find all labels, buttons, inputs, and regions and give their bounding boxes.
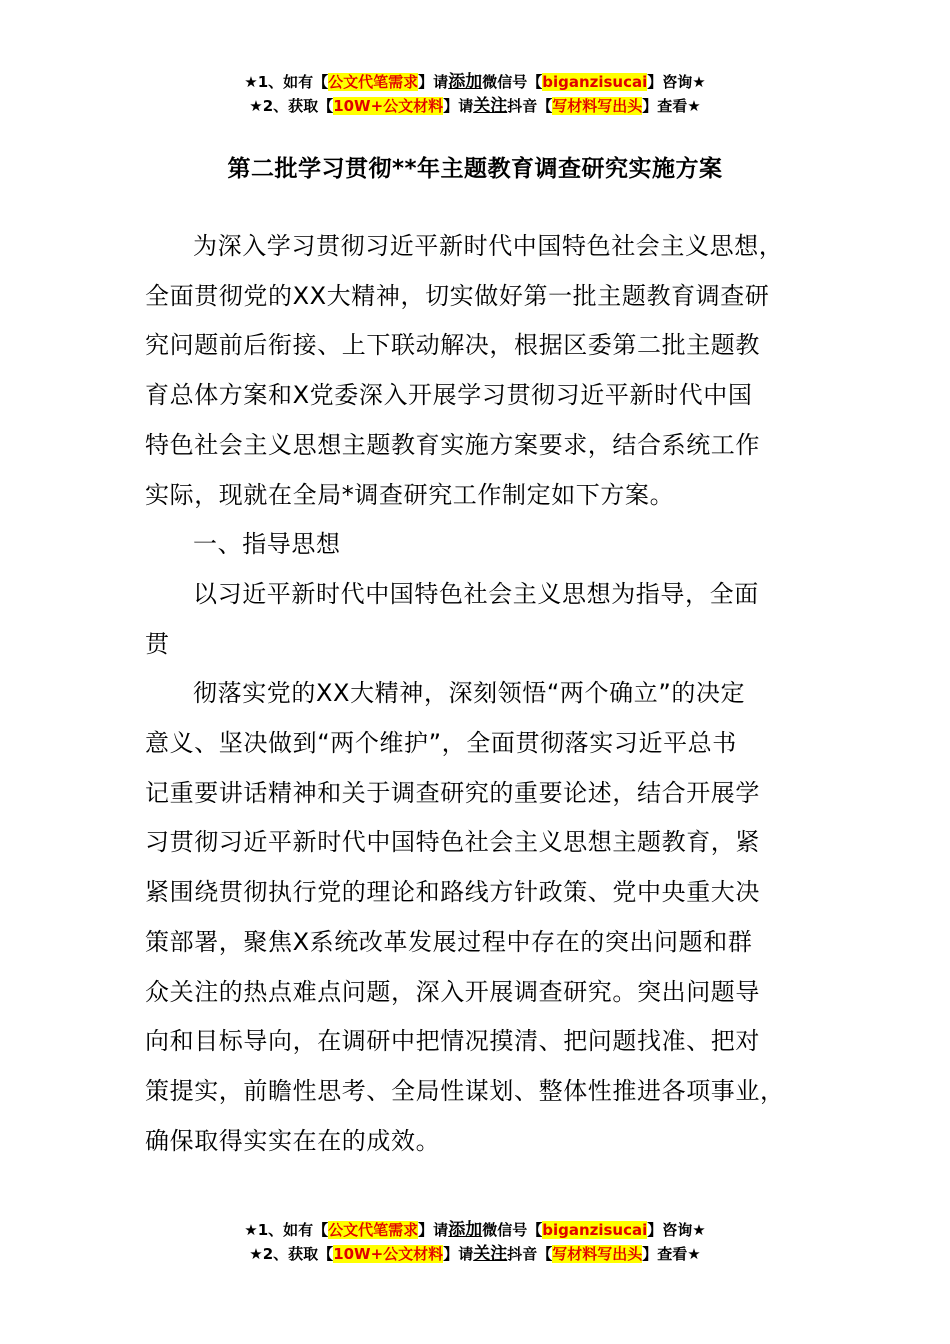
bottom-banner-line-1-suffix: 】咨询★ — [647, 1221, 706, 1239]
banner-line-2 — [0, 94, 950, 118]
bottom-banner-line-2-emphasis: 关注 — [473, 1244, 508, 1264]
intro-paragraph: 为深入学习贯彻习近平新时代中国特色社会主义思想， 全面贯彻党的XX大精神，切实做好第一批主题教育调查研 究问题前后衔接、上下联动解决，根据区委第二批主题教 育总体方案和X党委深入开展学习贯彻习近平新时代中国 特色社会主义思想主题教育实施方案要求，结合系统工作 实际，现就在全局*调查研究工作制定如下方案。 — [145, 232, 784, 509]
banner-line-2-mid2: 抖音【 — [507, 97, 553, 115]
banner-line-1-suffix: 】咨询★ — [647, 73, 706, 91]
section1-paragraph-2: 彻落实党的XX大精神，深刻领悟“两个确立”的决定 意义、坚决做到“两个维护”，全面贯彻落实习近平总书 记重要讲话精神和关于调查研究的重要论述，结合开展学 习贯彻习近平新时代中国特色社会主义思想主题教育，紧 紧围绕贯彻执行党的理论和路线方针政策、党中央重大决 策部署，聚焦X系统改革发展过程中存在的突出问题和群 众关注的热点难点问题，深入开展调查研究。突出问题导 向和目标导向，在调研中把情况摸清、把问题找准、把对 策提实，前瞻性思考、全局性谋划、整体性推进各项事业， 确保取得实实在在的成效。 — [145, 679, 785, 1155]
document-title: 第二批学习贯彻**年主题教育调查研究实施方案 — [227, 156, 723, 182]
bottom-banner-line-2-highlight-douyin: 写材料写出头 — [552, 1245, 643, 1263]
bottom-banner-line-1 — [0, 1218, 950, 1242]
banner-line-2-highlight-douyin: 写材料写出头 — [552, 97, 643, 115]
banner-line-1-prefix: ★1、如有【 — [244, 73, 329, 91]
section1-paragraph-1: 以习近平新时代中国特色社会主义思想为指导，全面 贯 — [145, 579, 759, 658]
bottom-banner-line-1-mid: 】请 — [418, 1221, 449, 1239]
bottom-banner-line-1-emphasis: 添加 — [448, 1220, 483, 1240]
section-heading-guiding-thought: 一、指导思想 — [193, 530, 341, 559]
bottom-banner-line-1-highlight-wechat: biganzisucai — [542, 1221, 648, 1239]
banner-line-1 — [0, 70, 950, 94]
bottom-banner-line-1-prefix: ★1、如有【 — [244, 1221, 329, 1239]
bottom-banner-line-1-highlight-service: 公文代笔需求 — [328, 1221, 419, 1239]
bottom-banner-line-1-mid2: 微信号【 — [482, 1221, 543, 1239]
banner-line-1-mid: 】请 — [418, 73, 449, 91]
banner-line-2-emphasis: 关注 — [473, 96, 508, 116]
banner-line-1-mid2: 微信号【 — [482, 73, 543, 91]
bottom-banner-line-2-mid2: 抖音【 — [507, 1245, 553, 1263]
bottom-banner-line-2-prefix: ★2、获取【 — [249, 1245, 334, 1263]
bottom-banner-line-2-suffix: 】查看★ — [642, 1245, 701, 1263]
banner-line-1-highlight-service: 公文代笔需求 — [328, 73, 419, 91]
banner-line-1-highlight-wechat: biganzisucai — [542, 73, 648, 91]
top-banner — [0, 70, 950, 118]
bottom-banner-line-2 — [0, 1242, 950, 1266]
banner-line-2-highlight-materials: 10W+公文材料 — [333, 97, 444, 115]
banner-line-2-prefix: ★2、获取【 — [249, 97, 334, 115]
banner-line-1-emphasis: 添加 — [448, 72, 483, 92]
bottom-banner-line-2-highlight-materials: 10W+公文材料 — [333, 1245, 444, 1263]
document-body — [145, 222, 805, 1166]
banner-line-2-mid: 】请 — [443, 97, 474, 115]
banner-line-2-suffix: 】查看★ — [642, 97, 701, 115]
bottom-banner — [0, 1218, 950, 1266]
bottom-banner-line-2-mid: 】请 — [443, 1245, 474, 1263]
